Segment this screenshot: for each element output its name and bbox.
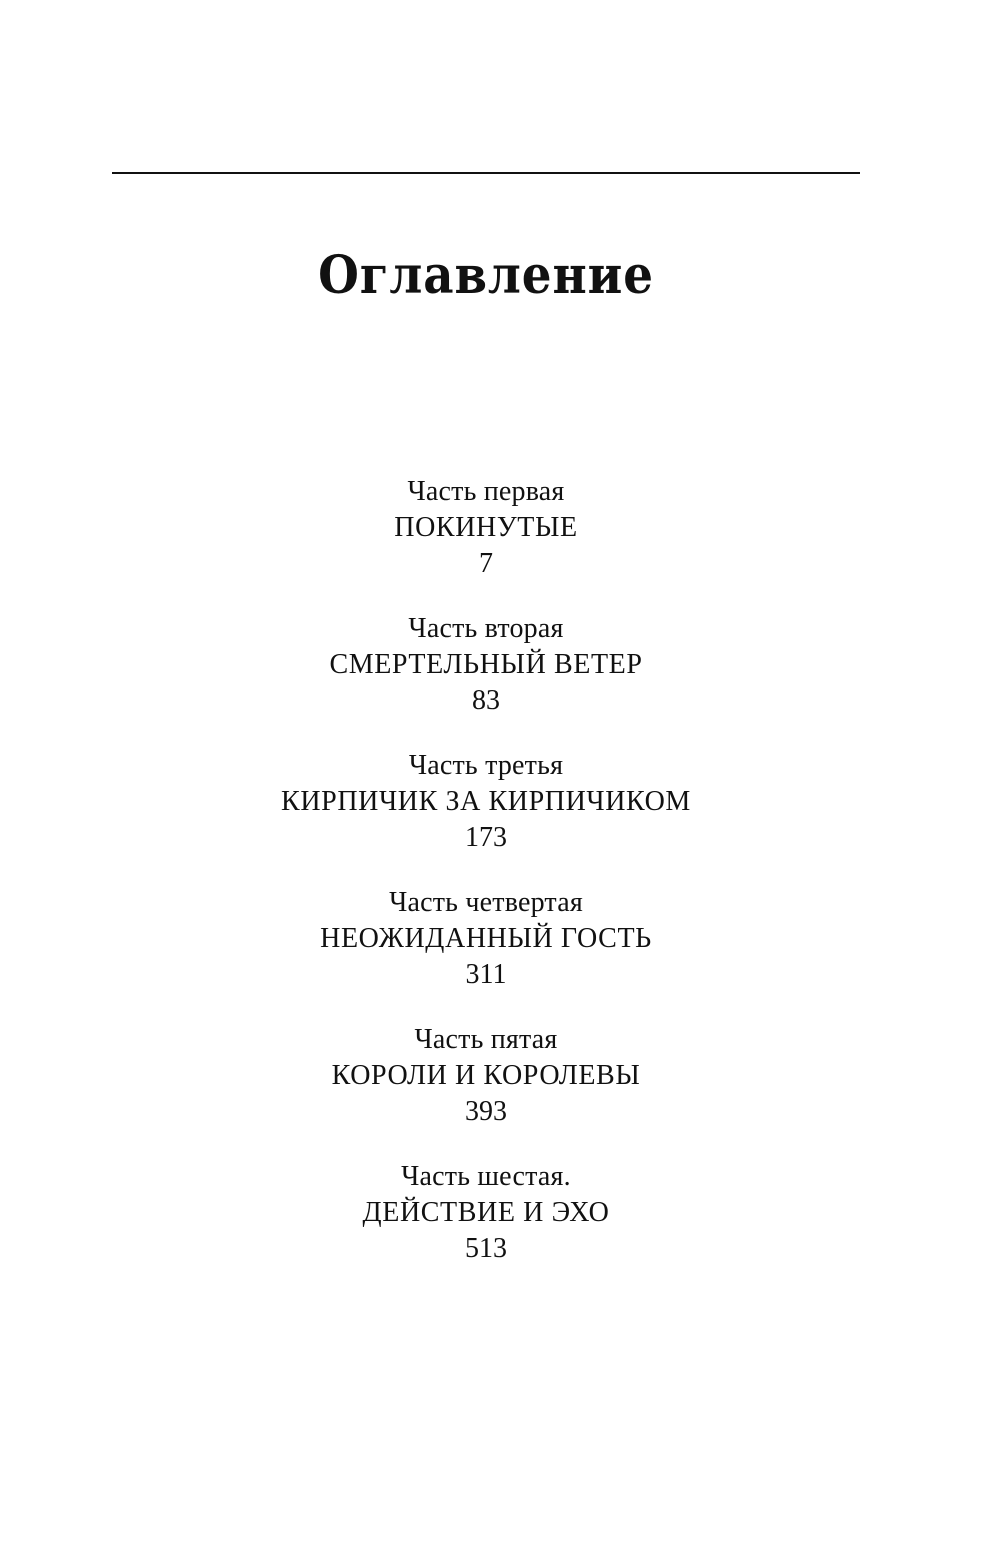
part-title: КОРОЛИ И КОРОЛЕВЫ bbox=[331, 1060, 641, 1091]
part-name: Часть шестая. bbox=[401, 1161, 571, 1192]
part-title: СМЕРТЕЛЬНЫЙ ВЕТЕР bbox=[329, 649, 643, 680]
part-name: Часть третья bbox=[408, 750, 564, 781]
page-number: 513 bbox=[465, 1233, 507, 1264]
toc-list bbox=[0, 474, 972, 1296]
top-rule bbox=[112, 172, 860, 174]
page-title: Оглавление bbox=[318, 245, 654, 306]
part-title: ПОКИНУТЫЕ bbox=[394, 512, 578, 543]
toc-entry[interactable] bbox=[0, 474, 972, 611]
toc-entry[interactable] bbox=[0, 611, 972, 748]
part-title: ДЕЙСТВИЕ И ЭХО bbox=[362, 1197, 610, 1228]
page-number: 7 bbox=[479, 548, 493, 579]
toc-entry[interactable] bbox=[0, 1022, 972, 1159]
part-title: НЕОЖИДАННЫЙ ГОСТЬ bbox=[320, 923, 652, 954]
part-name: Часть пятая bbox=[414, 1024, 558, 1055]
part-name: Часть вторая bbox=[408, 613, 564, 644]
toc-entry[interactable] bbox=[0, 1159, 972, 1296]
page-number: 173 bbox=[465, 822, 507, 853]
part-name: Часть первая bbox=[407, 476, 565, 507]
page-number: 311 bbox=[465, 959, 507, 990]
part-name: Часть четвертая bbox=[389, 887, 583, 918]
toc-entry[interactable] bbox=[0, 885, 972, 1022]
toc-entry[interactable] bbox=[0, 748, 972, 885]
page-number: 393 bbox=[465, 1096, 507, 1127]
page-number: 83 bbox=[472, 685, 500, 716]
part-title: КИРПИЧИК ЗА КИРПИЧИКОМ bbox=[281, 786, 691, 817]
